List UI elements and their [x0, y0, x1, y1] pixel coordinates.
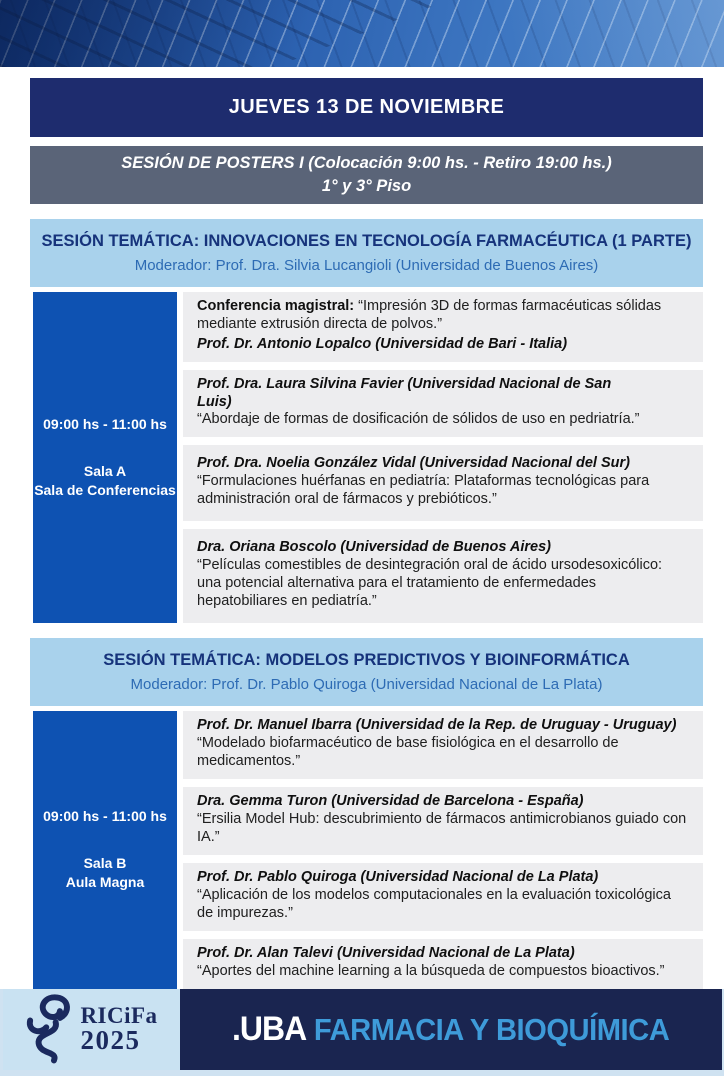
session2-time: 09:00 hs - 11:00 hs	[43, 808, 167, 825]
talk-title: “Aplicación de los modelos computacionales en la evaluación toxicológica de impurezas.”	[197, 886, 671, 921]
session2-banner	[30, 638, 703, 706]
footer	[0, 989, 724, 1070]
session1-talk-list	[183, 292, 703, 624]
talk-speaker: Prof. Dr. Pablo Quiroga (Universidad Nacional de La Plata)	[197, 868, 599, 885]
session1-moderator: Moderador: Prof. Dra. Silvia Lucangioli (Universidad de Buenos Aires)	[134, 256, 599, 274]
session2-title: SESIÓN TEMÁTICA: MODELOS PREDICTIVOS Y BIOINFORMÁTICA	[103, 651, 630, 670]
talk-title: “Abordaje de formas de dosificación de sólidos de uso en pedriatría.”	[197, 411, 640, 428]
session1-room-line2: Sala de Conferencias	[34, 481, 176, 498]
talk-speaker: Dra. Oriana Boscolo (Universidad de Buenos Aires)	[197, 539, 551, 556]
date-banner-text: JUEVES 13 DE NOVIEMBRE	[228, 96, 505, 118]
ricifa-logo-box	[3, 989, 180, 1070]
talk-title: “Películas comestibles de desintegración oral de ácido ursodesoxicólico: una potencial alternativa para el tratamiento de enfermedades hepatobiliares en pediatría.”	[197, 557, 663, 610]
session2-talk-list	[183, 711, 703, 989]
ricifa-logo-text	[80, 1004, 157, 1055]
talk-item	[183, 939, 703, 989]
posters-banner-line2: 1° y 3° Piso	[321, 177, 412, 195]
talk-item	[183, 863, 703, 931]
talk-title: “Aportes del machine learning a la búsqueda de compuestos bioactivos.”	[197, 962, 665, 979]
session2-time-room-cell	[33, 711, 177, 989]
talk-title: “Formulaciones huérfanas en pediatría: Plataformas tecnológicas para administración oral de fármacos y prebióticos.”	[197, 473, 650, 508]
session1-time-room-cell	[33, 292, 177, 624]
talk-item	[183, 292, 703, 362]
talk-item	[183, 711, 703, 779]
talk-item	[183, 445, 703, 521]
session1-title: SESIÓN TEMÁTICA: INNOVACIONES EN TECNOLOGÍA FARMACÉUTICA (1 PARTE)	[41, 232, 692, 250]
ricifa-year: 2025	[80, 1024, 141, 1055]
talk-speaker: Prof. Dr. Alan Talevi (Universidad Nacional de La Plata)	[197, 944, 575, 961]
session2-room-line1: Sala B	[83, 855, 127, 872]
session1-time: 09:00 hs - 11:00 hs	[43, 416, 167, 433]
talk-item	[183, 370, 703, 438]
talk-speaker: Prof. Dra. Noelia González Vidal (Universidad Nacional del Sur)	[197, 455, 630, 472]
hero-building-photo	[0, 0, 724, 67]
session2-moderator: Moderador: Prof. Dr. Pablo Quiroga (Universidad Nacional de La Plata)	[130, 675, 603, 693]
bottom-edge-strip	[0, 1070, 724, 1076]
talk-lead-label: Conferencia magistral:	[197, 297, 355, 314]
talk-speaker: Dra. Gemma Turon (Universidad de Barcelona - España)	[197, 792, 584, 809]
ricifa-snake-logo-icon	[25, 995, 71, 1063]
uba-brand-bar	[180, 989, 722, 1070]
talk-speaker: Prof. Dr. Manuel Ibarra (Universidad de la Rep. de Uruguay - Uruguay)	[197, 716, 677, 733]
talk-speaker: Prof. Dra. Laura Silvina Favier (Universidad Nacional de San Luis)	[197, 375, 612, 410]
posters-banner-line1: SESIÓN DE POSTERS I (Colocación 9:00 hs. - Retiro 19:00 hs.)	[121, 153, 612, 172]
faculty-name-text: FARMACIA Y BIOQUÍMICA	[314, 1011, 670, 1047]
ricifa-name: RICiFa	[80, 1002, 158, 1028]
session2-room-line2: Aula Magna	[65, 874, 145, 891]
session2-schedule-table	[33, 711, 703, 989]
session1-room-line1: Sala A	[83, 462, 127, 479]
posters-session-banner	[30, 146, 703, 204]
talk-title: “Impresión 3D de formas farmacéuticas sólidas mediante extrusión directa de polvos.”	[197, 297, 662, 332]
uba-logo-text: .UBA	[232, 1009, 307, 1048]
talk-title: “Modelado biofarmacéutico de base fisiológica en el desarrollo de medicamentos.”	[197, 734, 619, 769]
talk-title: “Ersilia Model Hub: descubrimiento de fármacos antimicrobianos guiado con IA.”	[197, 810, 687, 845]
talk-speaker: Prof. Dr. Antonio Lopalco (Universidad de Bari - Italia)	[197, 335, 568, 352]
session1-banner	[30, 219, 703, 287]
session1-schedule-table	[33, 292, 703, 624]
talk-item	[183, 787, 703, 855]
talk-item	[183, 529, 703, 623]
date-banner	[30, 78, 703, 137]
